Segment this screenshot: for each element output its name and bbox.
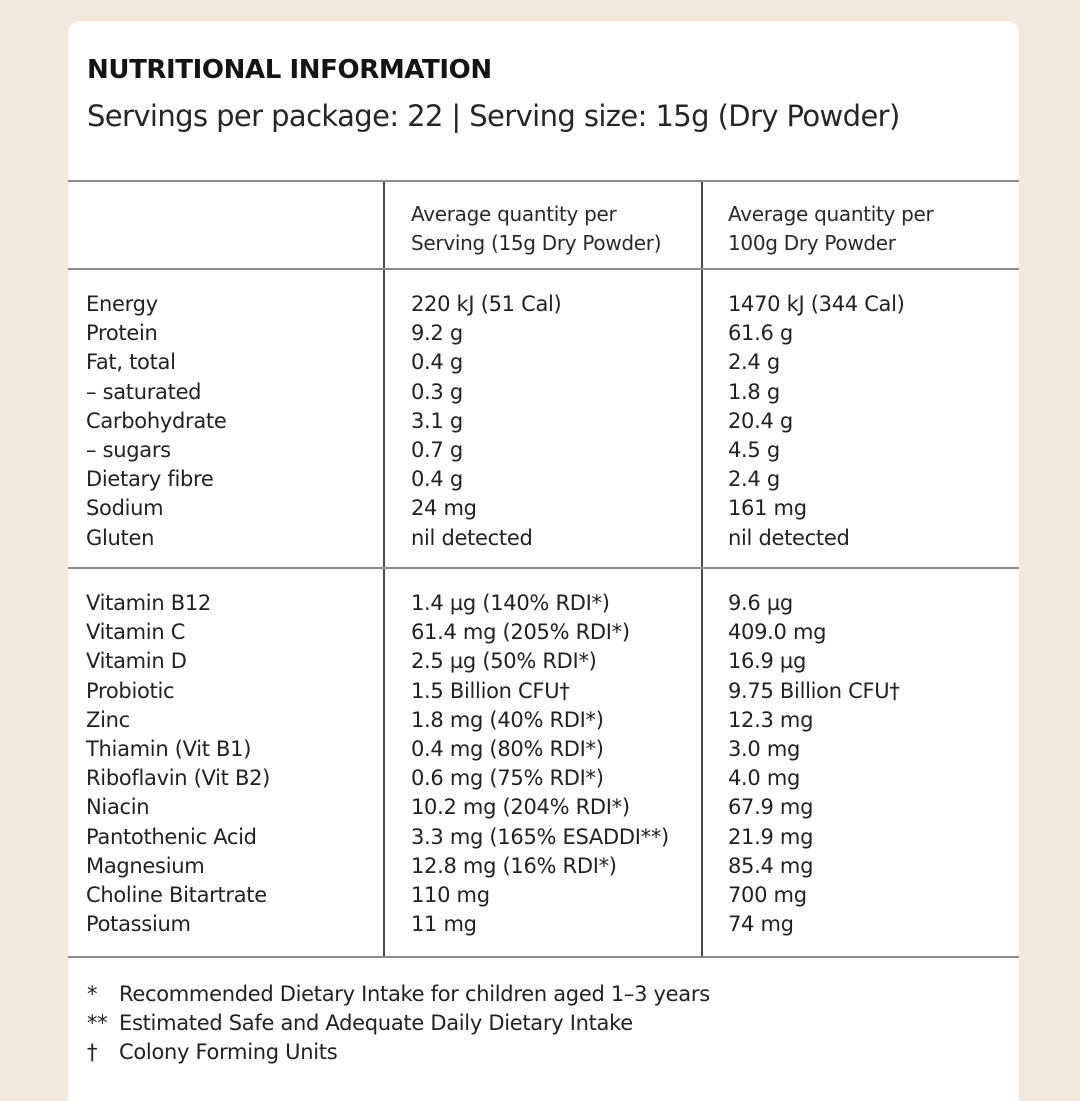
- per-serving-column: [384, 568, 702, 957]
- serving-info: Servings per package: 22 | Serving size: 15g (Dry Powder): [87, 99, 900, 133]
- header-per-100g: [702, 181, 1019, 269]
- nutrition-table: [68, 180, 1019, 958]
- header-per-serving-line2: Serving (15g Dry Powder): [411, 231, 662, 255]
- per-serving-value: 1.4 µg (140% RDI*): [411, 591, 610, 615]
- nutrient-name: Protein: [86, 321, 158, 346]
- per-100g-value: 409.0 mg: [728, 620, 827, 645]
- per-serving-value: 0.4 g: [411, 350, 463, 375]
- footnote-text: Colony Forming Units: [119, 1040, 338, 1065]
- footnotes: [68, 958, 1019, 1068]
- footnote-symbol: †: [87, 1040, 98, 1065]
- per-serving-value: 9.2 g: [411, 321, 463, 346]
- per-100g-value: 67.9 mg: [728, 795, 814, 820]
- footnote-item: [87, 1038, 1019, 1067]
- nutrient-name: Carbohydrate: [86, 408, 227, 433]
- nutrient-name: Energy: [86, 292, 158, 316]
- per-100g-value: 21.9 mg: [728, 824, 814, 849]
- header-per-serving-line1: Average quantity per: [411, 202, 617, 226]
- per-serving-value: 2.5 µg (50% RDI*): [411, 649, 597, 674]
- nutrient-names-column: [68, 269, 384, 568]
- per-100g-value: 4.5 g: [728, 437, 780, 462]
- per-serving-value: 0.3 g: [411, 379, 463, 404]
- per-serving-value: 24 mg: [411, 496, 477, 521]
- nutrient-name: Zinc: [86, 707, 130, 732]
- nutrient-names-column: [68, 568, 384, 957]
- nutrient-name: Thiamin (Vit B1): [86, 736, 252, 761]
- footnote-item: [87, 1009, 1019, 1038]
- nutrient-name: Pantothenic Acid: [86, 824, 257, 849]
- per-100g-value: 4.0 mg: [728, 766, 801, 791]
- per-serving-value: 220 kJ (51 Cal): [411, 292, 562, 316]
- footnote-text: Recommended Dietary Intake for children aged 1–3 years: [119, 982, 710, 1006]
- footnote-text: Estimated Safe and Adequate Daily Dietary Intake: [119, 1011, 633, 1036]
- per-100g-value: 161 mg: [728, 496, 807, 521]
- nutrient-name: Vitamin C: [86, 620, 186, 645]
- header-per-serving: [384, 181, 702, 269]
- per-100g-value: 85.4 mg: [728, 853, 814, 878]
- per-serving-value: 3.1 g: [411, 408, 463, 433]
- per-serving-value: 10.2 mg (204% RDI*): [411, 795, 630, 820]
- per-100g-value: 9.75 Billion CFU†: [728, 678, 900, 703]
- per-100g-value: 700 mg: [728, 882, 807, 907]
- footnote-symbol: **: [87, 1011, 108, 1036]
- per-serving-value: 1.5 Billion CFU†: [411, 678, 570, 703]
- per-100g-value: 1470 kJ (344 Cal): [728, 292, 905, 316]
- nutrient-name: Vitamin B12: [86, 591, 211, 615]
- nutrition-panel: [68, 21, 1019, 1101]
- nutrient-name: Riboflavin (Vit B2): [86, 766, 271, 791]
- per-100g-value: nil detected: [728, 525, 850, 550]
- per-100g-value: 1.8 g: [728, 379, 780, 404]
- nutrient-name: – sugars: [86, 437, 171, 462]
- page-title: NUTRITIONAL INFORMATION: [87, 55, 492, 85]
- header-empty-cell: [68, 181, 384, 269]
- footnote-symbol: *: [87, 982, 98, 1006]
- per-100g-value: 74 mg: [728, 912, 794, 937]
- per-serving-value: 0.4 mg (80% RDI*): [411, 736, 604, 761]
- per-100g-column: [702, 269, 1019, 568]
- per-serving-value: 0.4 g: [411, 467, 463, 492]
- per-serving-column: [384, 269, 702, 568]
- per-100g-value: 2.4 g: [728, 467, 780, 492]
- nutrient-name: – saturated: [86, 379, 202, 404]
- nutrient-name: Sodium: [86, 496, 164, 521]
- table-header-row: [68, 181, 1019, 269]
- header-per-100g-line2: 100g Dry Powder: [728, 231, 896, 255]
- per-100g-value: 2.4 g: [728, 350, 780, 375]
- nutrient-name: Vitamin D: [86, 649, 187, 674]
- per-serving-value: 12.8 mg (16% RDI*): [411, 853, 617, 878]
- per-serving-value: nil detected: [411, 525, 533, 550]
- nutrient-name: Choline Bitartrate: [86, 882, 267, 907]
- per-100g-value: 16.9 µg: [728, 649, 807, 674]
- nutrient-name: Probiotic: [86, 678, 175, 703]
- nutrient-name: Gluten: [86, 525, 155, 550]
- per-serving-value: 61.4 mg (205% RDI*): [411, 620, 630, 645]
- nutrient-name: Niacin: [86, 795, 150, 820]
- nutrient-name: Potassium: [86, 912, 191, 937]
- per-100g-value: 9.6 µg: [728, 591, 793, 615]
- macronutrients-section: [68, 269, 1019, 568]
- per-serving-value: 3.3 mg (165% ESADDI**): [411, 824, 669, 849]
- per-serving-value: 0.6 mg (75% RDI*): [411, 766, 604, 791]
- per-serving-value: 0.7 g: [411, 437, 463, 462]
- header-per-100g-line1: Average quantity per: [728, 202, 934, 226]
- per-100g-value: 20.4 g: [728, 408, 793, 433]
- micronutrients-section: [68, 568, 1019, 957]
- per-serving-value: 1.8 mg (40% RDI*): [411, 707, 604, 732]
- nutrient-name: Fat, total: [86, 350, 176, 375]
- per-serving-value: 11 mg: [411, 912, 477, 937]
- nutrient-name: Magnesium: [86, 853, 205, 878]
- per-100g-value: 3.0 mg: [728, 736, 801, 761]
- per-100g-column: [702, 568, 1019, 957]
- per-100g-value: 61.6 g: [728, 321, 793, 346]
- per-serving-value: 110 mg: [411, 882, 490, 907]
- per-100g-value: 12.3 mg: [728, 707, 814, 732]
- panel-header: [68, 21, 1019, 180]
- nutrient-name: Dietary fibre: [86, 467, 214, 492]
- footnote-item: [87, 980, 1019, 1009]
